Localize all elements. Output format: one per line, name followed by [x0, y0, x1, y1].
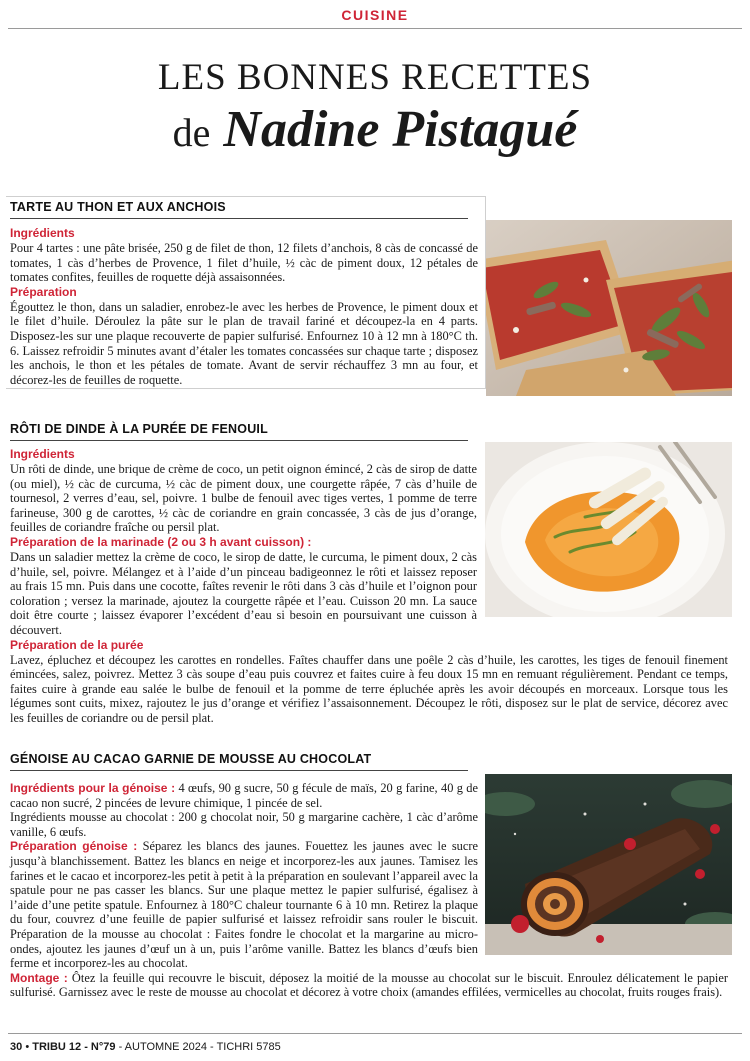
recipe2-marinade-text: Dans un saladier mettez la crème de coco, le sirop de datte, le curcuma, le piment doux, 2 càs d’huile, sel, poivre. Mélangez et à l’aide d’un pinceau badigeonnez le rôti et laissez reposer au frais 15 mn. Puis dans une cocotte, faîtes revenir le rôti dans 3 càs d’huile et l’oignon pour coloration ; versez la marinade, ajoutez la courgette râpée et l’eau. Cuisson 20 mn. La sauce doit être courte ; laissez évaporer l’excédent d’eau si besoin en poursuivant une cuisson à découvert. [10, 549, 477, 637]
footer-bullet: • [25, 1041, 30, 1053]
recipe1-rule [10, 218, 468, 219]
recipe2-ingredients-text: Un rôti de dinde, une brique de crème de coco, un petit oignon émincé, 2 càs de sirop de datte (ou miel), ½ càc de curcuma, ½ càc de piment doux, une courgette râpée, 7 càs d’huile de tournesol, 2 verres d’eau, sel, poivre. 1 bulbe de fenouil avec tiges vertes, 1 pomme de terre farineuse, 300 g de carottes, ½ càc de coriandre en grain concassée, 3 càs de jus d’orange, feuilles de coriandre fraîche ou persil plat. [10, 462, 477, 535]
recipe2-title: RÔTI DE DINDE À LA PURÉE DE FENOUIL [10, 422, 268, 436]
recipe3-title: GÉNOISE AU CACAO GARNIE DE MOUSSE AU CHOCOLAT [10, 752, 372, 766]
page-title-line2 [0, 100, 750, 159]
page-title-line1: LES BONNES RECETTES [157, 57, 593, 98]
page-footer [10, 1041, 281, 1053]
recipe3-montage [10, 971, 728, 1000]
yule-log-photo [485, 774, 732, 955]
recipe2-rule [10, 440, 468, 441]
title-de: de [172, 110, 211, 155]
recipe2-ingredients-label: Ingrédients [10, 447, 75, 461]
title-author: Nadine Pistagué [223, 101, 578, 158]
section-rubric: CUISINE [341, 7, 409, 23]
bottom-divider [8, 1033, 742, 1034]
recipe1-ingredients-text: Pour 4 tartes : une pâte brisée, 250 g de filet de thon, 12 filets d’anchois, 8 càs de concassé de tomates, 1 càs d’herbes de Provence, 1 filet d’huile, ½ càc de piment doux, 12 pétales de tomates confites, feuilles de roquette déjà assaisonnées. [10, 241, 478, 285]
recipe3-ingredients [10, 781, 478, 810]
recipe3-genoise-text: Séparez les blancs des jaunes. Fouettez les jaunes avec le sucre jusqu’à blanchissement. Battez les blancs en neige et incorporez-les aux jaunes. Tamisez les farines et le cacao et incorporez-les petit à petit à la préparation en soulevant l’appareil avec la spatule pour ne pas casser les blancs. Sur une plaque mettez le papier sulfurisé, égalisez à l’aide d’une petite spatule. Enfournez à 180°C chaleur tournante 6 à 10 mn. Retirez la plaque du four, couvrez d’une feuille de papier sulfurisé et laissez refroidir sans rouler le biscuit. Préparation de la mousse au chocolat : Faites fondre le chocolat et la margarine au micro-ondes, ajoutez les jaunes d’œuf un à un, puis l’arôme vanille. Battez les blancs d’œufs bien ferme et incorporez-les au chocolat. [10, 839, 478, 971]
recipe2-marinade-label: Préparation de la marinade (2 ou 3 h avant cuisson) : [10, 534, 312, 549]
recipe3-montage-label: Montage : [10, 970, 68, 985]
recipe3-genoise [10, 839, 478, 970]
recipe3-genoise-label: Préparation génoise : [10, 839, 138, 854]
roast-photo [485, 442, 732, 617]
top-divider [8, 28, 742, 29]
recipe3-montage-text: Ôtez la feuille qui recouvre le biscuit, déposez la moitié de la mousse au chocolat sur le biscuit. Enroulez délicatement le papier sulfurisé. Garnissez avec le reste de mousse au chocolat et décorez à votre choix (amandes effilées, vermicelles au chocolat, fruits rouges frais). [10, 970, 728, 1000]
recipe3-ingredients-text: 4 œufs, 90 g sucre, 50 g fécule de maïs, 20 g farine, 40 g de cacao non sucré, 2 pincées de levure chimique, 1 pincée de sel. [10, 781, 479, 810]
recipe2-puree-text: Lavez, épluchez et découpez les carottes en rondelles. Faîtes chauffer dans une poêle 2 càs d’huile, les carottes, les tiges de fenouil finement émincées, salez, poivrez. Mettez 3 càs soupe d’eau puis couvrez et faites cuire à feu doux 15 mn en remuant régulièrement. Pendant ce temps, faites cuire à grande eau salée le bulbe de fenouil et la pomme de terre épluchée après les avoir découpés en morceaux. Lorsque tous les légumes sont cuits, mixez, rajoutez le jus d’orange et vérifiez l’assaisonnement. Découpez le rôti, disposez sur le plat de service, décorez avec les feuilles de coriandre ou de persil plat. [10, 652, 728, 725]
issue-info: - AUTOMNE 2024 - TICHRI 5785 [118, 1041, 281, 1053]
magazine-name: TRIBU 12 - N°79 [32, 1041, 116, 1053]
recipe1-ingredients-label: Ingrédients [10, 226, 75, 240]
recipe3-body [10, 781, 478, 971]
recipe2-body [10, 447, 477, 653]
recipe1-body [10, 226, 478, 387]
recipe2-puree-label: Préparation de la purée [10, 637, 144, 652]
recipe3-mousse-ingredients: Ingrédients mousse au chocolat : 200 g chocolat noir, 50 g margarine cachère, 1 càc d’arôme vanille, 6 œufs. [10, 810, 478, 839]
tart-photo [486, 220, 732, 396]
recipe1-preparation-text: Égouttez le thon, dans un saladier, enrobez-le avec les herbes de Provence, le piment doux et le filet d’huile. Déroulez la pâte sur le plan de travail fariné et découpez-la en 4 parts. Disposez-les sur une plaque recouverte de papier sulfurisé. Enfournez 10 à 12 mn à 180°C th. 6. Laissez refroidir 5 minutes avant d’étaler les tomates concassées sur chaque tarte ; disposez les anchois, le thon et les pétales de tomate. Avant de servir réchauffez 3 mn au four, et décorez-les de feuilles de roquette. [10, 299, 478, 387]
recipe3-rule [10, 770, 468, 771]
page-number: 30 [10, 1041, 23, 1053]
recipe3-ingredients-label: Ingrédients pour la génoise : [10, 781, 176, 795]
recipe1-preparation-label: Préparation [10, 284, 77, 299]
recipe1-title: TARTE AU THON ET AUX ANCHOIS [10, 200, 226, 214]
